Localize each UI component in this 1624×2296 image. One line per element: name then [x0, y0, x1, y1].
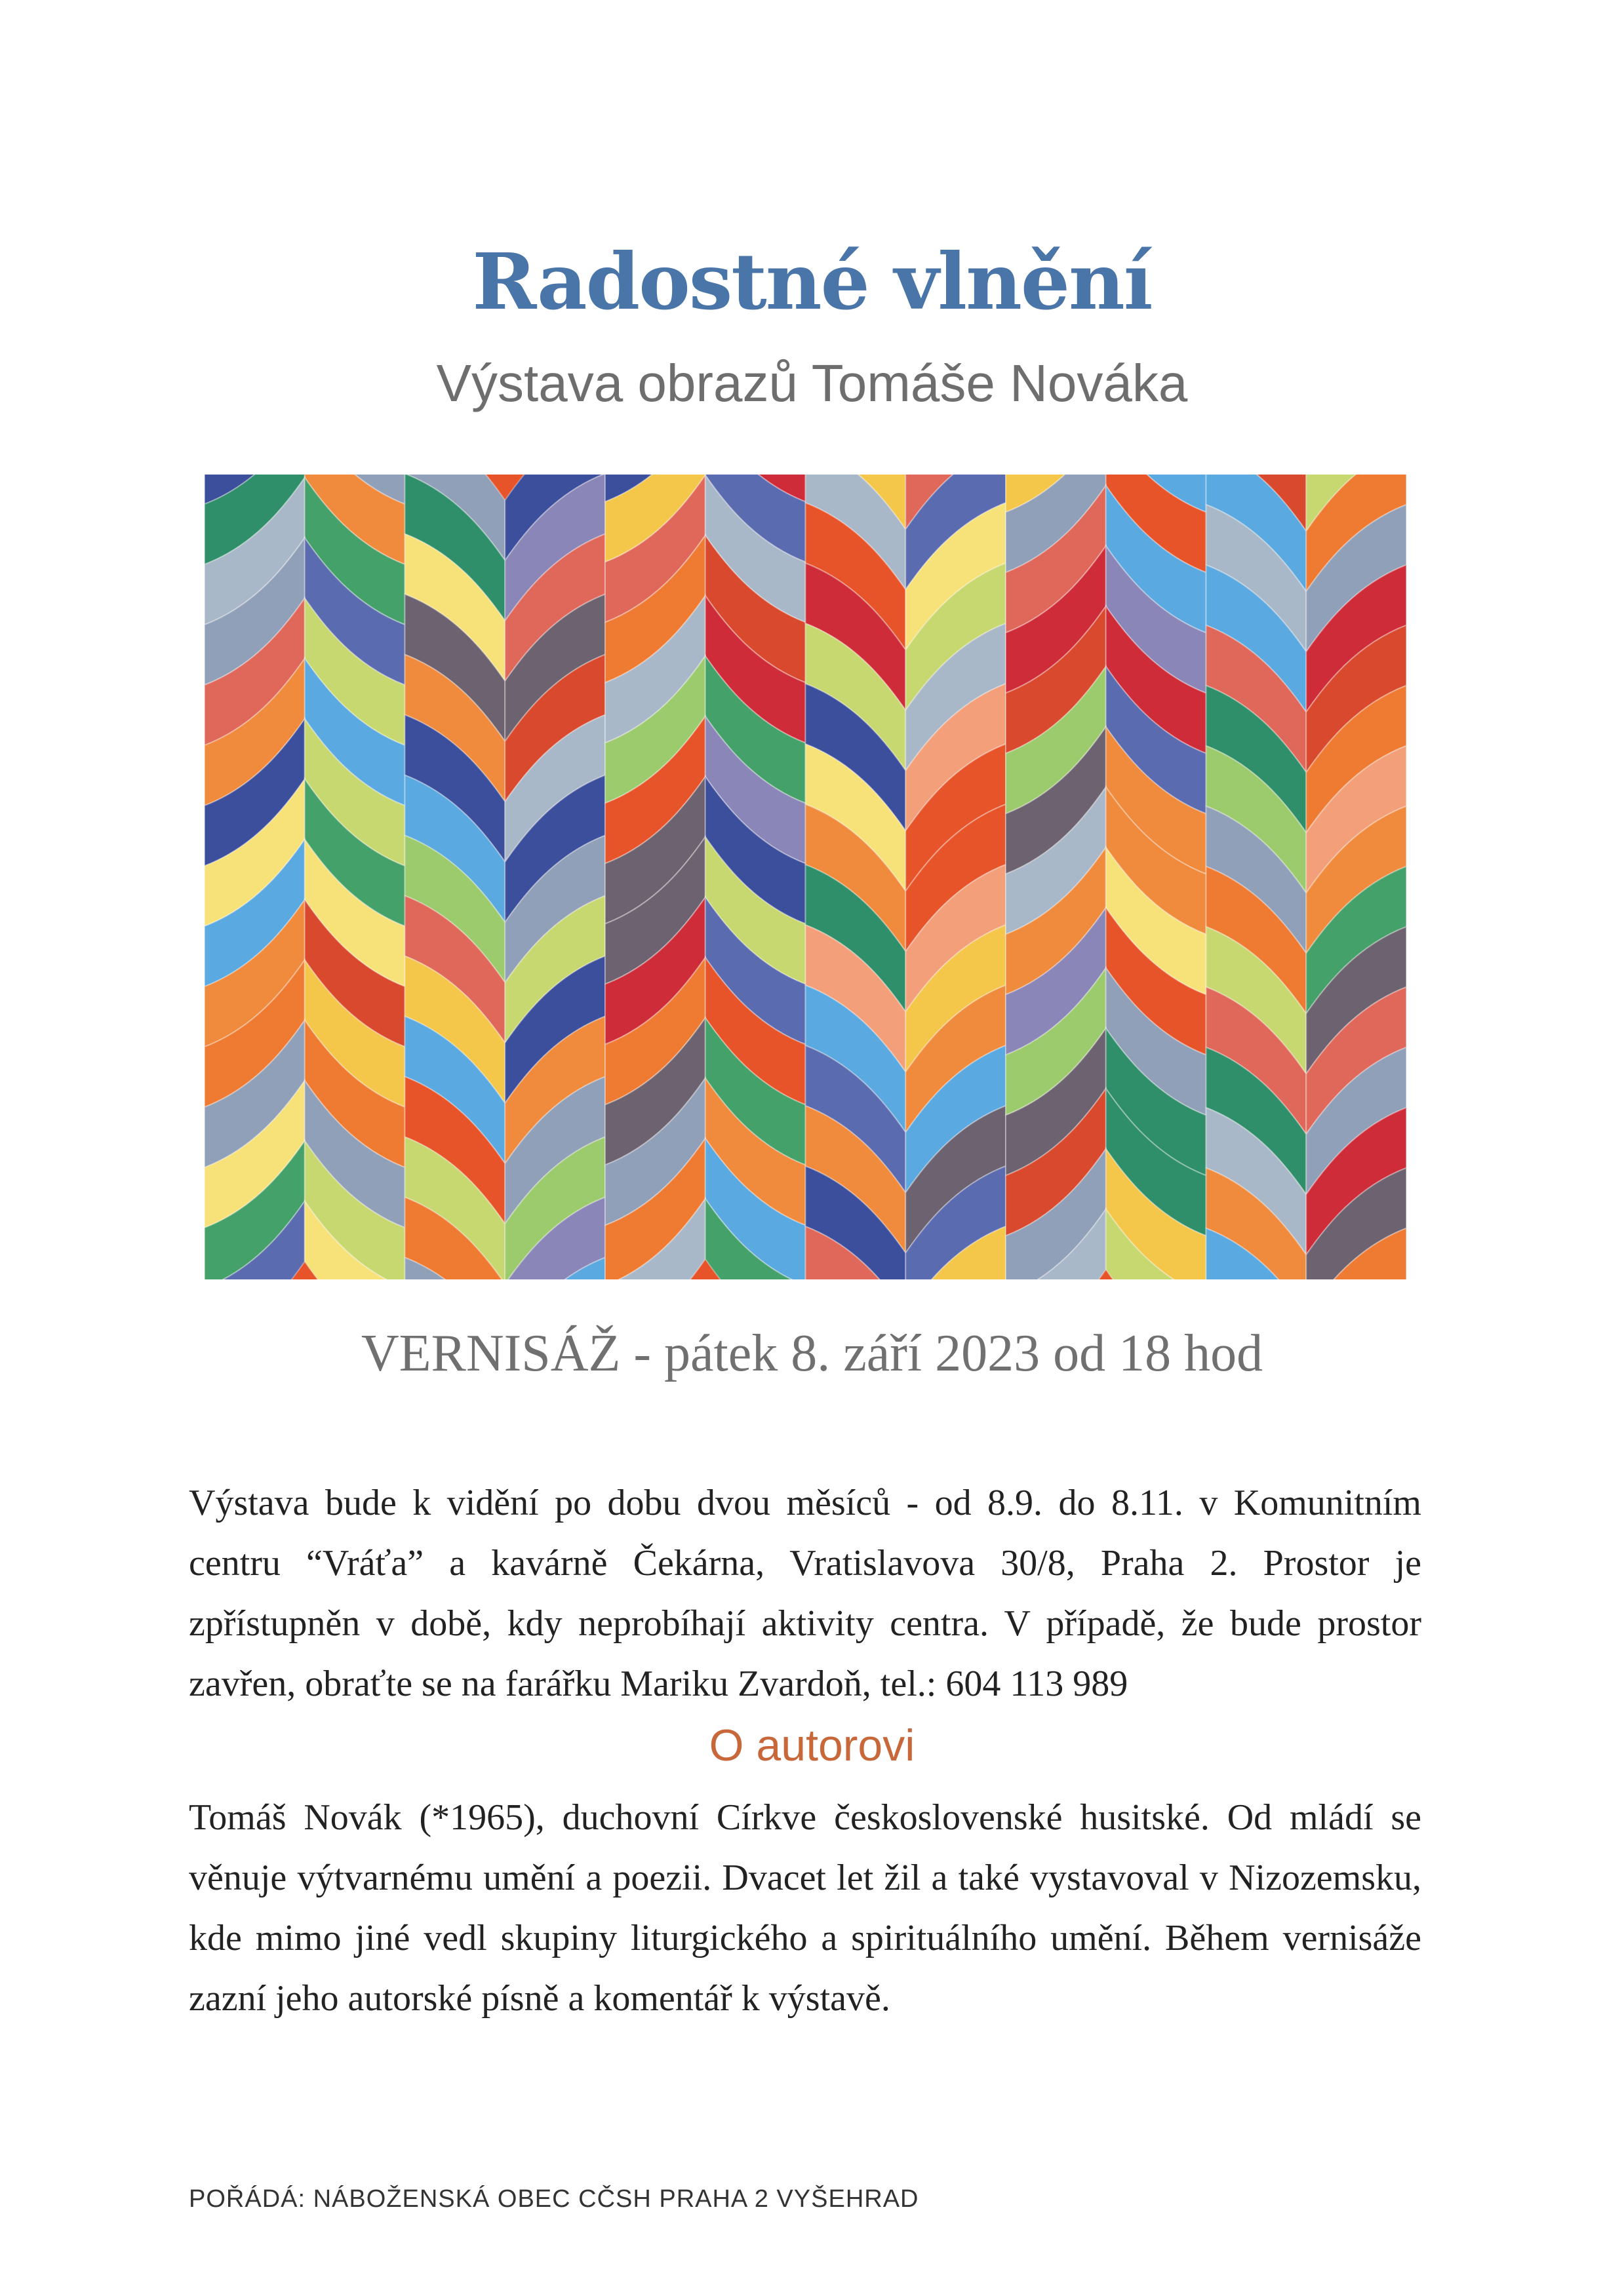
organizer-footer: POŘÁDÁ: NÁBOŽENSKÁ OBEC CČSH PRAHA 2 VYŠEHRAD [189, 2185, 919, 2213]
abstract-wave-painting [205, 475, 1406, 1279]
exhibition-info-paragraph: Výstava bude k vidění po dobu dvou měsíců - od 8.9. do 8.11. v Komunitním centru “Vráťa” a kavárně Čekárna, Vratislavova 30/8, Praha 2. Prostor je zpřístupněn v době, kdy neprobíhají aktivity centra. V případě, že bude prostor zavřen, obraťte se na farářku Mariku Zvardoň, tel.: 604 113 989 [189, 1483, 1421, 1704]
vernisage-date: VERNISÁŽ - pátek 8. září 2023 od 18 hod [361, 1325, 1263, 1382]
author-bio-paragraph: Tomáš Novák (*1965), duchovní Církve československé husitské. Od mládí se věnuje výtvarnému umění a poezii. Dvacet let žil a také vystavoval v Nizozemsku, kde mimo jiné vedl skupiny liturgického a spirituálního umění. Během vernisáže zazní jeho autorské písně a komentář k výstavě. [189, 1797, 1421, 2019]
poster-subtitle: Výstava obrazů Tomáše Nováka [436, 354, 1188, 412]
about-author-heading: O autorovi [709, 1721, 915, 1770]
poster-title: Radostné vlnění [472, 236, 1152, 327]
painting-image [205, 475, 1406, 1279]
